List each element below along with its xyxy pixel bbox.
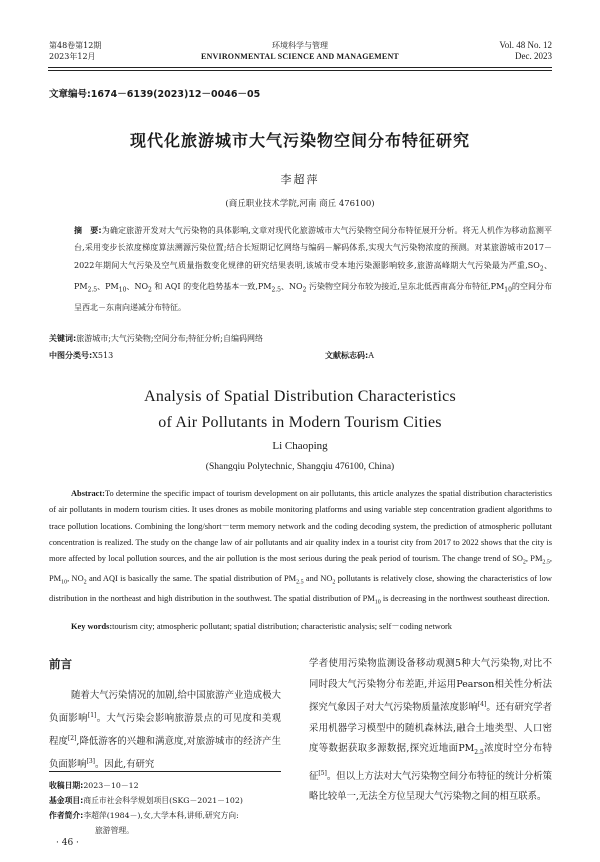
body-column-right (309, 648, 552, 808)
header-date-en: Dec. 2023 (515, 51, 552, 61)
header-rule-thick (48, 67, 552, 68)
clc-number: 中图分类号:X513 (49, 351, 114, 360)
footnote-received: 收稿日期:2023－10－12 (49, 781, 139, 790)
abstract-en-label: Abstract: (71, 489, 105, 498)
section-heading-intro: 前言 (49, 657, 72, 671)
affiliation-cn: (商丘职业技术学院,河南 商丘 476100) (225, 199, 375, 209)
title-en-line2: of Air Pollutants in Modern Tourism Cities (158, 414, 442, 431)
body-paragraph-left: 随着大气污染情况的加剧,给中国旅游产业造成极大负面影响[1]。大气污染会影响旅游景点的可见度和美观程度[2],降低游客的兴趣和满意度,对旅游城市的经济产生负面影响[3]。因此,有研究 (49, 690, 281, 771)
document-code: 文献标志码:A (325, 351, 374, 360)
abstract-en: Abstract:To determine the specific impact of tourism development on air pollutants, this article analyzes the spatial distribution characteristics of air pollutants in modern tourism cities. It uses drones as mobile monitoring platforms and using variable step concentration gradient algorithms to trace pollution locations. Combining the long/short－term memory network and the coding decoding system, the prediction of atmospheric pollutant concentration is realized. The study on the change law of air pollutants and air quality index in a tourist city from 2017 to 2022 shows that the city is more affected by local pollution sources, and the air pollution is the most serious during the peak period of tourism. The change trend of $SO_2$, $PM_{2.5}$, $PM_{10}$, $NO_2$ and AQI is basically the same. The spatial distribution of $PM_{2.5}$ and $NO_2$ pollutants is relatively close, showing the characteristics of low distribution in the northeast and high distribution in the southwest. The spatial distribution of $PM_{10}$ is decreasing in the northwest southeast direction. (49, 489, 552, 606)
header-issue-en (499, 40, 552, 62)
citation-1: [1] (87, 712, 97, 719)
keywords-en: Key words:tourism city; atmospheric pollutant; spatial distribution; characteristic analysis; self－coding network (71, 622, 452, 631)
footnote-fund: 基金项目:商丘市社会科学规划项目(SKG－2021－102) (49, 796, 243, 805)
title-en-line1: Analysis of Spatial Distribution Characteristics (144, 388, 456, 405)
journal-name-en: ENVIRONMENTAL SCIENCE AND MANAGEMENT (201, 52, 399, 61)
footnote-rule (49, 771, 281, 772)
header-date-cn: 2023年12月 (49, 52, 96, 61)
keywords-en-label: Key words: (71, 622, 113, 631)
author-en: Li Chaoping (272, 440, 328, 452)
header-issue-cn (49, 40, 101, 62)
footnote-author: 作者简介:李超萍(1984－),女,大学本科,讲师,研究方向: (49, 811, 239, 820)
footnotes (49, 778, 289, 838)
footnote-author-cont: 旅游管理。 (95, 826, 134, 835)
citation-4: [4] (477, 701, 487, 708)
article-number: 文章编号:1674－6139(2023)12－0046－05 (49, 89, 261, 100)
affiliation-en: (Shangqiu Polytechnic, Shangqiu 476100, China) (205, 462, 395, 472)
page-number: · 46 · (56, 838, 79, 848)
header-volume-en: Vol. 48 No. 12 (499, 40, 552, 50)
keywords-cn: 关键词:旅游城市;大气污染物;空间分布;特征分析;自编码网络 (49, 334, 263, 343)
header-journal-name (200, 40, 400, 62)
header-rule-thin (48, 70, 552, 71)
title-en (0, 384, 600, 436)
keywords-cn-label: 关键词: (49, 334, 77, 343)
header-volume-cn: 第48卷第12期 (49, 41, 102, 50)
abstract-cn: 摘 要:为确定旅游开发对大气污染物的具体影响,文章对现代化旅游城市大气污染物空间分布特征展开分析。将无人机作为移动监测平台,采用变步长浓度梯度算法溯源污染位置;结合长短期记忆网络与编码－解码体系,实现大气污染物浓度的预测。对某旅游城市2017－2022年期间大气污染及空气质量指数变化规律的研究结果表明,该城市受本地污染源影响较多,旅游高峰期大气污染最为严重$,SO_2$、$PM_{2.5}$、$PM_{10}$、$NO_2$ 和 AQI 的变化趋势基本一致$,PM_{2.5}$、$NO_2$ 污染物空间分布较为接近,呈东北低西南高分布特征$,PM_{10}$的空间分布呈西北－东南向递减分布特征。 (74, 226, 553, 312)
title-cn: 现代化旅游城市大气污染物空间分布特征研究 (129, 131, 470, 150)
body-column-left (49, 648, 281, 775)
citation-2: [2] (67, 735, 77, 743)
citation-5: [5] (318, 769, 327, 777)
abstract-cn-label: 摘 要: (74, 226, 102, 235)
journal-name-cn: 环境科学与管理 (272, 41, 328, 50)
author-cn: 李超萍 (280, 173, 320, 186)
body-paragraph-right: 学者使用污染物监测设备移动观测5种大气污染物,对比不同时段大气污染物分布差距,并运用Pearson相关性分析法探究气象因子对大气污染物质量浓度影响[4]。还有研究学者采用机器学习模型中的随机森林法,融合土地类型、人口密度等数据获取多源数据,探究近地面$PM_{2.5}$浓度时空分布特征[5]。但以上方法对大气污染物空间分布特征的统计分析策略比较单一,无法全方位呈现大气污染物之间的相互联系。 (309, 658, 552, 803)
citation-3: [3] (86, 758, 96, 766)
